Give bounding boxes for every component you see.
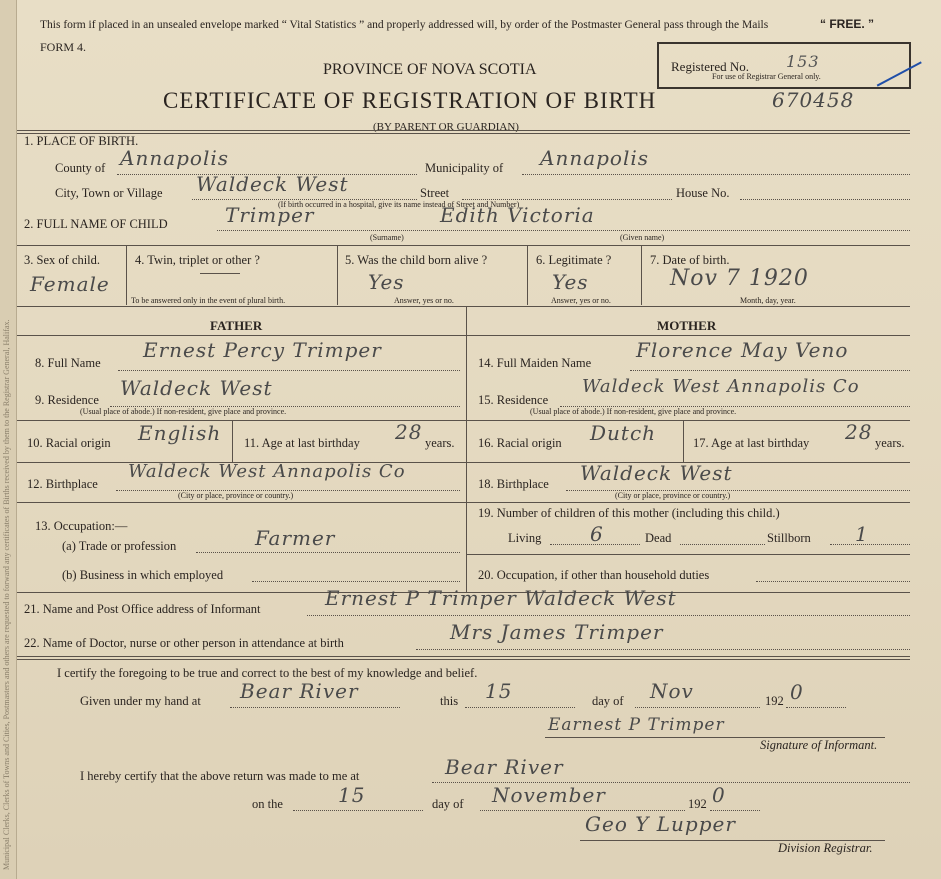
birth-date-label: 7. Date of birth. <box>650 253 730 267</box>
father-residence-label: 9. Residence <box>35 393 99 407</box>
certify-top-rule <box>17 656 910 660</box>
alive-value: Yes <box>368 270 405 294</box>
mother-years: years. <box>875 436 905 450</box>
registrar-day-value: 15 <box>338 783 366 807</box>
certificate-number: 670458 <box>772 88 855 112</box>
twin-dash <box>200 273 240 274</box>
municipality-line <box>522 174 910 175</box>
child-name-line <box>217 230 910 231</box>
row3-top-rule <box>17 245 910 246</box>
sex-label: 3. Sex of child. <box>24 253 101 267</box>
father-birthplace-label: 12. Birthplace <box>27 477 98 491</box>
father-birthplace-note: (City or place, province or country.) <box>178 491 294 500</box>
given-year-value: 0 <box>790 680 804 704</box>
father-heading: FATHER <box>210 318 263 333</box>
province-title: PROVINCE OF NOVA SCOTIA <box>323 61 537 78</box>
given-month-value: Nov <box>650 679 694 703</box>
free-label: “ FREE. ” <box>820 17 875 31</box>
parents-top-rule <box>17 306 910 307</box>
given-day-value: 15 <box>485 679 513 703</box>
father-years: years. <box>425 436 455 450</box>
legitimate-note: Answer, yes or no. <box>551 296 611 305</box>
registrar-certify-line: I hereby certify that the above return was made to me at <box>80 769 360 783</box>
city-label: City, Town or Village <box>55 186 163 200</box>
signature-of-informant: Signature of Informant. <box>760 738 878 752</box>
mail-notice: This form if placed in an unsealed envelope marked “ Vital Statistics ” and properly addressed will, by order of the Postmaster General pass through the Mails <box>40 19 769 31</box>
informant-label: 21. Name and Post Office address of Informant <box>24 602 261 616</box>
side-strip-text: Municipal Clerks, Clerks of Towns and Cities, Postmasters and others are requested to forward any certificates of Births received by them to the Registrar General, Halifax. <box>2 319 11 870</box>
father-name-value: Ernest Percy Trimper <box>143 338 382 362</box>
birth-date-value: Nov 7 1920 <box>670 266 809 291</box>
registrar-signature: Geo Y Lupper <box>585 812 736 836</box>
municipality-label: Municipality of <box>425 161 504 175</box>
birth-date-note: Month, day, year. <box>740 296 796 305</box>
child-name-label: 2. FULL NAME OF CHILD <box>24 217 168 231</box>
registrar-year-value: 0 <box>712 783 726 807</box>
year-prefix: 192 <box>765 694 784 708</box>
parents-divider <box>466 306 467 592</box>
mother-name-value: Florence May Veno <box>636 338 849 362</box>
certify-line: I certify the foregoing to be true and correct to the best of my knowledge and belief. <box>57 666 478 680</box>
certificate-subtitle: (BY PARENT OR GUARDIAN) <box>373 121 519 133</box>
mother-birthplace-value: Waldeck West <box>580 461 733 485</box>
street-line <box>462 199 672 200</box>
legitimate-label: 6. Legitimate ? <box>536 253 612 267</box>
father-name-label: 8. Full Name <box>35 356 101 370</box>
sex-value: Female <box>30 272 110 296</box>
municipality-value: Annapolis <box>540 146 650 170</box>
county-label: County of <box>55 161 106 175</box>
business-label: (b) Business in which employed <box>62 568 224 582</box>
given-note: (Given name) <box>620 233 665 242</box>
mother-age-value: 28 <box>845 420 873 444</box>
given-under-label: Given under my hand at <box>80 694 201 708</box>
trade-label: (a) Trade or profession <box>62 539 177 553</box>
city-value: Waldeck West <box>196 172 349 196</box>
surname-note: (Surname) <box>370 233 404 242</box>
child-surname: Trimper <box>225 203 315 227</box>
alive-label: 5. Was the child born alive ? <box>345 253 488 267</box>
mother-birthplace-note: (City or place, province or country.) <box>615 491 731 500</box>
side-strip <box>0 0 17 879</box>
mother-residence-value: Waldeck West Annapolis Co <box>582 376 860 397</box>
father-occupation-label: 13. Occupation:— <box>35 519 128 533</box>
informant-signature: Earnest P Trimper <box>548 715 725 735</box>
certificate-title: CERTIFICATE OF REGISTRATION OF BIRTH <box>163 88 657 113</box>
father-residence-note: (Usual place of abode.) If non-resident, give place and province. <box>80 407 287 416</box>
father-racial-label: 10. Racial origin <box>27 436 111 450</box>
given-place-value: Bear River <box>240 679 359 703</box>
mother-name-label: 14. Full Maiden Name <box>478 356 592 370</box>
this-label: this <box>440 694 459 708</box>
day-of-label: day of <box>592 694 624 708</box>
twin-label: 4. Twin, triplet or other ? <box>135 253 260 267</box>
registered-number: 153 <box>786 52 820 71</box>
dead-label: Dead <box>645 531 672 545</box>
child-given-name: Edith Victoria <box>440 203 595 227</box>
house-label: House No. <box>676 186 730 200</box>
informant-value: Ernest P Trimper Waldeck West <box>325 586 677 610</box>
mother-racial-label: 16. Racial origin <box>478 436 562 450</box>
stillborn-value: 1 <box>855 522 869 546</box>
legitimate-value: Yes <box>552 270 589 294</box>
place-heading: 1. PLACE OF BIRTH. <box>24 134 139 148</box>
registrar-month-value: November <box>492 783 606 807</box>
registrar-year-prefix: 192 <box>688 797 707 811</box>
father-age-label: 11. Age at last birthday <box>244 436 360 450</box>
mother-residence-note: (Usual place of abode.) If non-resident, give place and province. <box>530 407 737 416</box>
trade-value: Farmer <box>255 526 336 550</box>
mother-residence-label: 15. Residence <box>478 393 549 407</box>
house-line <box>740 199 910 200</box>
hospital-note: (If birth occurred in a hospital, give its name instead of Street and Number) <box>278 200 520 209</box>
twin-note: To be answered only in the event of plural birth. <box>131 296 286 305</box>
header-rule <box>17 130 910 134</box>
father-racial-value: English <box>138 421 222 445</box>
registrar-use-note: For use of Registrar General only. <box>712 72 821 81</box>
mother-age-label: 17. Age at last birthday <box>693 436 810 450</box>
form-number: FORM 4. <box>40 40 87 54</box>
county-value: Annapolis <box>120 146 230 170</box>
living-value: 6 <box>590 522 604 546</box>
street-label: Street <box>420 186 450 200</box>
mother-racial-value: Dutch <box>590 421 657 445</box>
mother-heading: MOTHER <box>657 318 717 333</box>
division-registrar-label: Division Registrar. <box>778 841 873 855</box>
registrar-day-of: day of <box>432 797 464 811</box>
father-birthplace-value: Waldeck West Annapolis Co <box>128 461 406 482</box>
mother-birthplace-label: 18. Birthplace <box>478 477 549 491</box>
mother-occupation-label: 20. Occupation, if other than household duties <box>478 568 710 582</box>
father-age-value: 28 <box>395 420 423 444</box>
doctor-label: 22. Name of Doctor, nurse or other person in attendance at birth <box>24 636 344 650</box>
on-the-label: on the <box>252 797 283 811</box>
living-label: Living <box>508 531 542 545</box>
doctor-value: Mrs James Trimper <box>450 620 664 644</box>
registered-label: Registered No. <box>671 59 749 74</box>
stillborn-label: Stillborn <box>767 531 811 545</box>
alive-note: Answer, yes or no. <box>394 296 454 305</box>
registrar-place-value: Bear River <box>445 755 564 779</box>
father-residence-value: Waldeck West <box>120 376 273 400</box>
children-label: 19. Number of children of this mother (including this child.) <box>478 506 780 520</box>
